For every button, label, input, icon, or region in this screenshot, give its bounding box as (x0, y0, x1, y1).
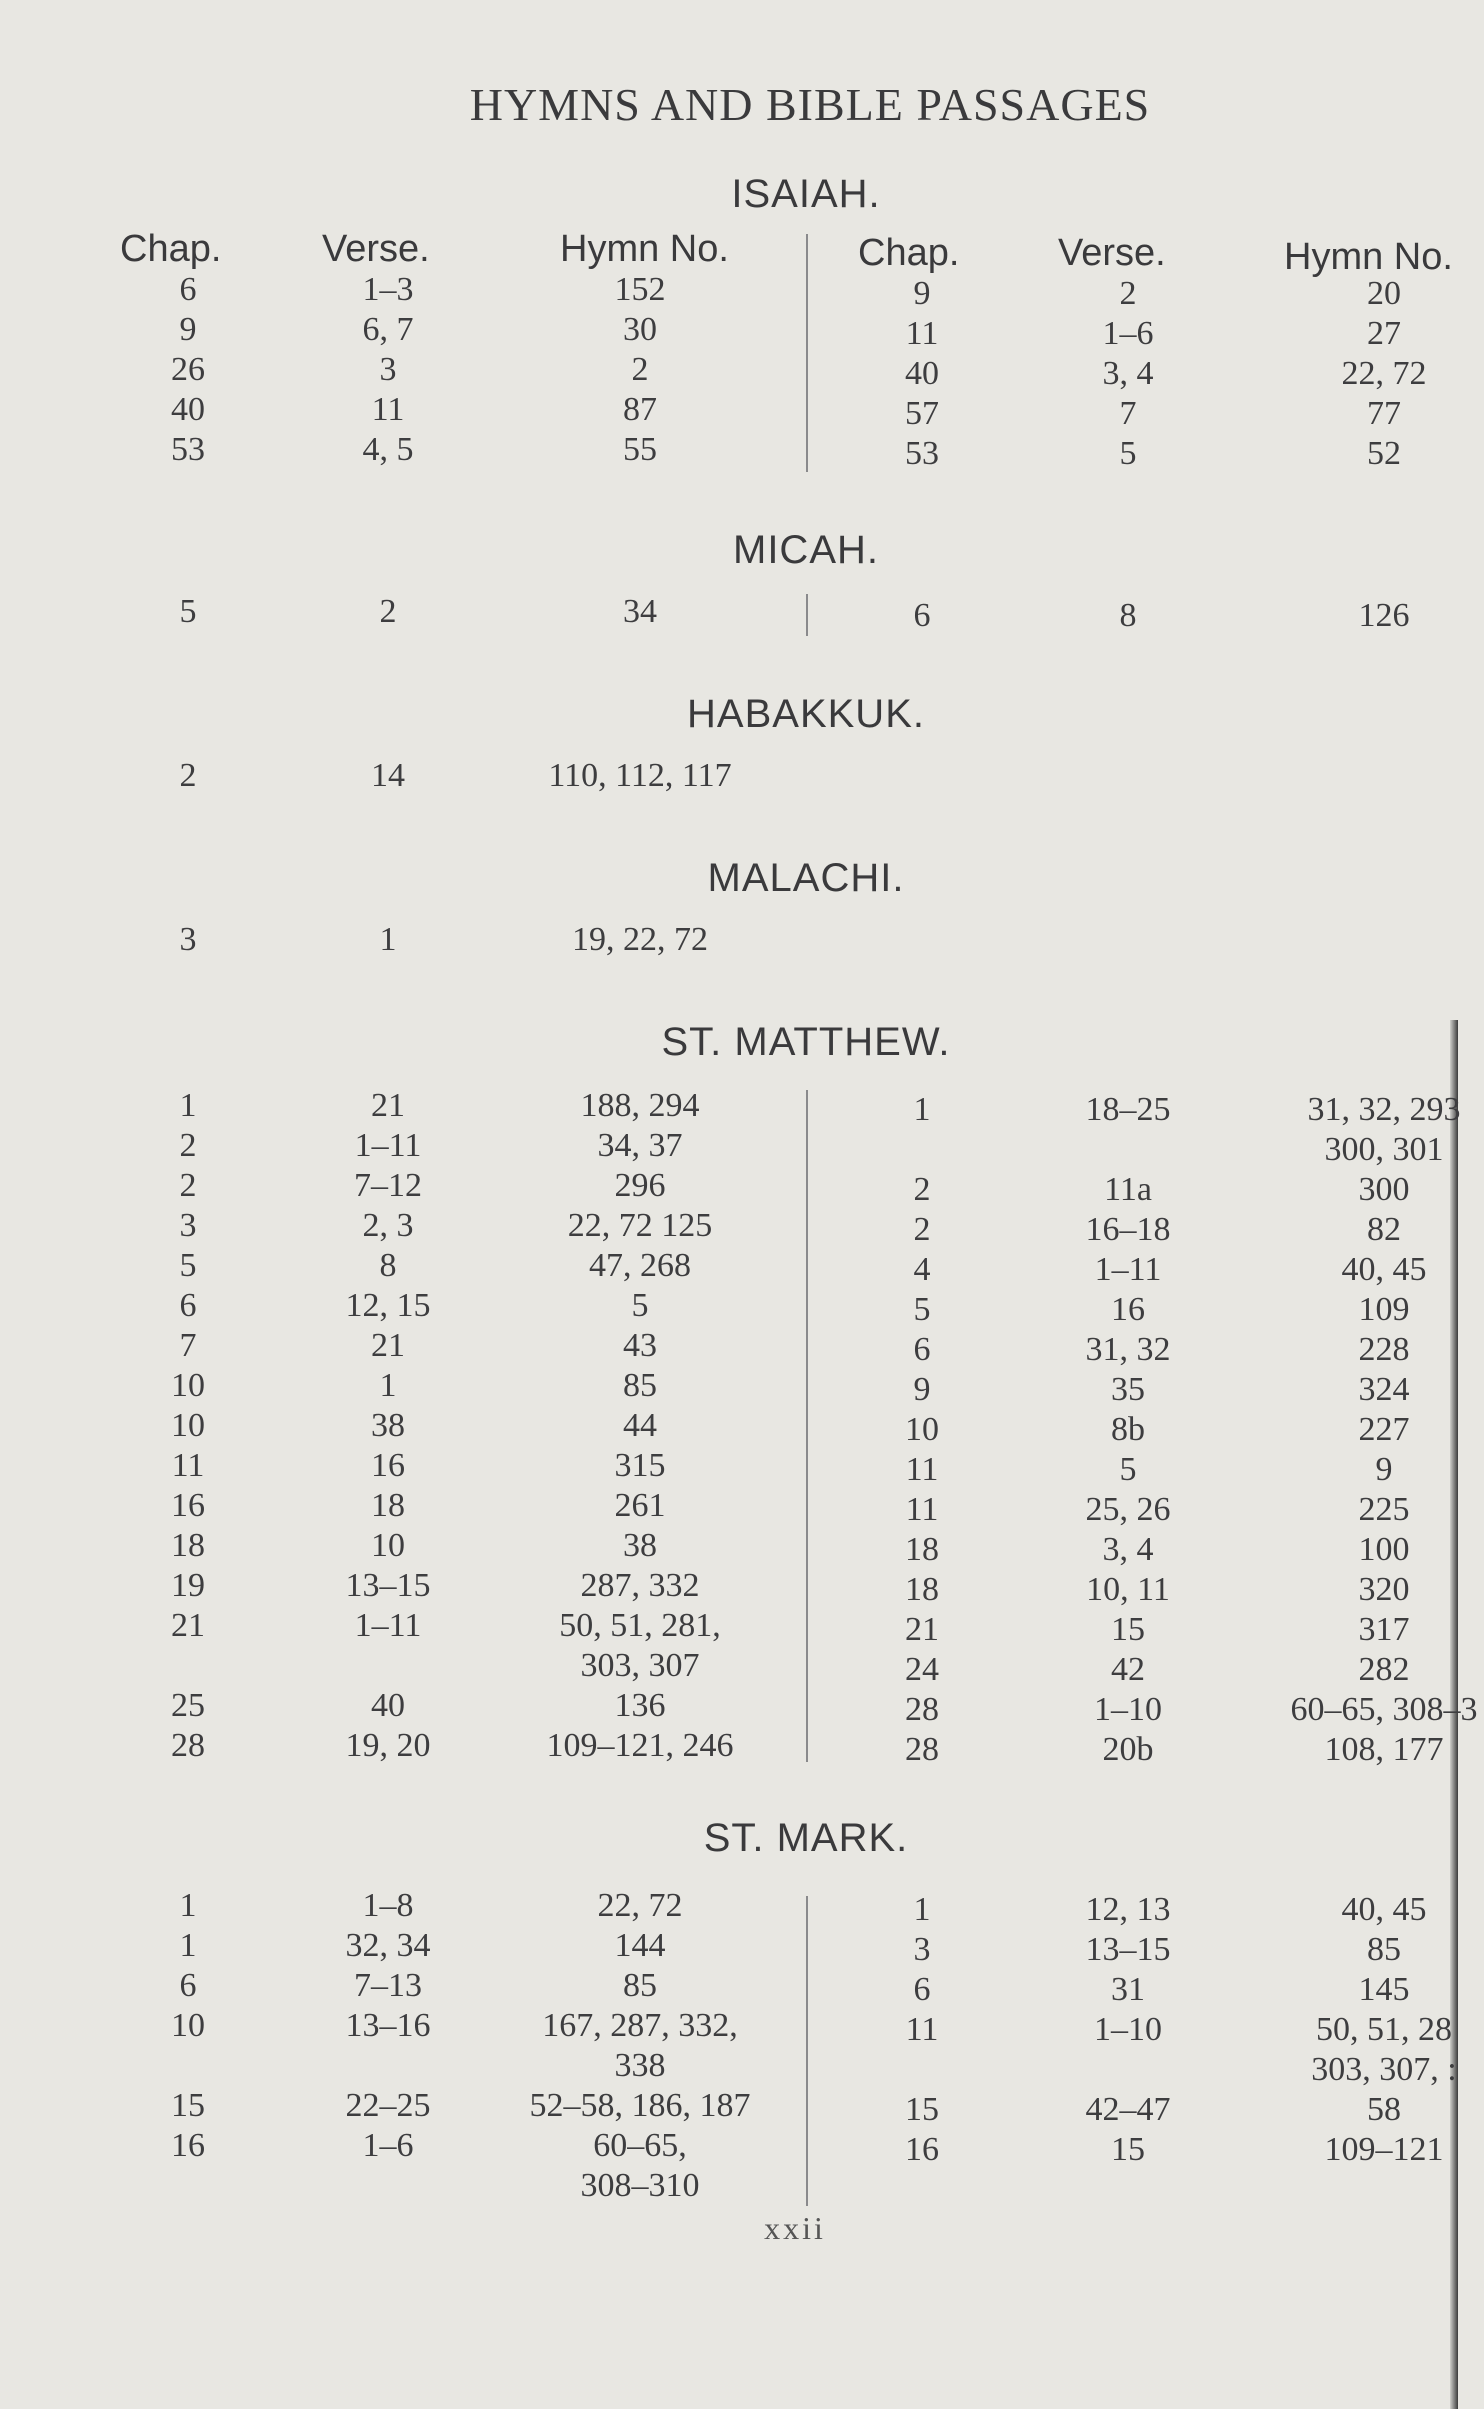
matthew-left-chap-cell: 10 (171, 1407, 205, 1444)
mark-left-chap-cell: 16 (171, 2127, 205, 2164)
matthew-right-verse-cell: 18–25 (1085, 1091, 1171, 1128)
matthew-left-verse-cell: 18 (371, 1487, 405, 1524)
matthew-right-hymn-cell: 100 (1358, 1531, 1410, 1568)
matthew-left-hymn-cell: 136 (614, 1687, 666, 1724)
isaiah-left-verse-cell: 4, 5 (362, 431, 414, 468)
matthew-left-verse-cell: 10 (371, 1527, 405, 1564)
isaiah-right-hymn-cell: 27 (1367, 315, 1401, 352)
habakkuk-left-hymn-cell: 110, 112, 117 (548, 757, 732, 794)
matthew-left-hymn-cell: 287, 332 (580, 1567, 700, 1604)
malachi-left-verse-cell: 1 (379, 921, 397, 958)
mark-right-verse-cell: 12, 13 (1085, 1891, 1171, 1928)
matthew-left-verse-cell: 21 (371, 1087, 405, 1124)
matthew-right-verse-cell: 35 (1111, 1371, 1145, 1408)
matthew-left-hymn-cell: 34, 37 (597, 1127, 683, 1164)
isaiah-left-hymn-cell: 2 (631, 351, 649, 388)
isaiah-right-verse-cell: 1–6 (1102, 315, 1154, 352)
mark-right-hymn-cell: 109–121 (1324, 2131, 1444, 2168)
matthew-left-chap-cell: 10 (171, 1367, 205, 1404)
mark-right-verse-cell: 15 (1111, 2131, 1145, 2168)
mark-right-chap-cell: 3 (913, 1931, 931, 1968)
matthew-left-verse-cell: 1 (379, 1367, 397, 1404)
micah-left-hymn-cell: 34 (623, 593, 657, 630)
isaiah-right-verse-cell: 2 (1119, 275, 1137, 312)
matthew-left-hymn-cell: 43 (623, 1327, 657, 1364)
isaiah-right-hymn-cell: 52 (1367, 435, 1401, 472)
matthew-right-hymn-cell: 300 (1358, 1171, 1410, 1208)
matthew-left-hymn-cell: 38 (623, 1527, 657, 1564)
isaiah-right-chap-cell: 57 (905, 395, 939, 432)
matthew-section-title: ST. MATTHEW. (661, 1020, 951, 1064)
matthew-left-verse-cell: 7–12 (354, 1167, 422, 1204)
isaiah-right-chap-cell: 9 (913, 275, 931, 312)
mark-left-hymn-cell: 308–310 (580, 2167, 700, 2204)
header-chap-left: Chap. (120, 228, 222, 270)
isaiah-right-verse-cell: 3, 4 (1102, 355, 1154, 392)
header-chap-right: Chap. (858, 232, 960, 274)
matthew-right-verse-cell: 11a (1104, 1171, 1152, 1208)
matthew-left-chap-cell: 21 (171, 1607, 205, 1644)
matthew-column-divider (806, 1090, 808, 1762)
micah-section-title: MICAH. (733, 528, 879, 572)
mark-right-chap-cell: 1 (913, 1891, 931, 1928)
matthew-left-chap-cell: 19 (171, 1567, 205, 1604)
matthew-right-hymn-cell: 31, 32, 293 (1307, 1091, 1461, 1128)
isaiah-left-hymn-cell: 30 (623, 311, 657, 348)
matthew-right-chap-cell: 4 (913, 1251, 931, 1288)
matthew-left-verse-cell: 1–11 (354, 1607, 422, 1644)
isaiah-section-title: ISAIAH. (731, 172, 881, 216)
matthew-right-chap-cell: 11 (905, 1451, 939, 1488)
matthew-right-hymn-cell: 60–65, 308–3 (1290, 1691, 1478, 1728)
mark-left-chap-cell: 1 (179, 1887, 197, 1924)
matthew-left-hymn-cell: 303, 307 (580, 1647, 700, 1684)
matthew-right-hymn-cell: 324 (1358, 1371, 1410, 1408)
malachi-left-chap-cell: 3 (179, 921, 197, 958)
matthew-right-hymn-cell: 109 (1358, 1291, 1410, 1328)
habakkuk-section-title: HABAKKUK. (687, 692, 925, 736)
matthew-left-verse-cell: 40 (371, 1687, 405, 1724)
isaiah-right-verse-cell: 7 (1119, 395, 1137, 432)
micah-right-hymn-cell: 126 (1358, 597, 1410, 634)
matthew-right-chap-cell: 10 (905, 1411, 939, 1448)
matthew-right-chap-cell: 18 (905, 1531, 939, 1568)
matthew-left-verse-cell: 13–15 (345, 1567, 431, 1604)
isaiah-left-chap-cell: 26 (171, 351, 205, 388)
matthew-right-chap-cell: 11 (905, 1491, 939, 1528)
mark-column-divider (806, 1896, 808, 2206)
mark-right-hymn-cell: 40, 45 (1341, 1891, 1427, 1928)
mark-right-verse-cell: 1–10 (1094, 2011, 1162, 2048)
mark-left-hymn-cell: 85 (623, 1967, 657, 2004)
matthew-left-chap-cell: 2 (179, 1127, 197, 1164)
mark-right-hymn-cell: 145 (1358, 1971, 1410, 2008)
mark-left-chap-cell: 15 (171, 2087, 205, 2124)
matthew-right-hymn-cell: 320 (1358, 1571, 1410, 1608)
mark-right-chap-cell: 15 (905, 2091, 939, 2128)
matthew-right-chap-cell: 21 (905, 1611, 939, 1648)
mark-right-hymn-cell: 85 (1367, 1931, 1401, 1968)
isaiah-right-hymn-cell: 77 (1367, 395, 1401, 432)
matthew-right-hymn-cell: 227 (1358, 1411, 1410, 1448)
matthew-right-verse-cell: 31, 32 (1085, 1331, 1171, 1368)
mark-left-hymn-cell: 52–58, 186, 187 (529, 2087, 751, 2124)
matthew-left-verse-cell: 21 (371, 1327, 405, 1364)
mark-right-verse-cell: 31 (1111, 1971, 1145, 2008)
habakkuk-left-chap-cell: 2 (179, 757, 197, 794)
matthew-right-hymn-cell: 228 (1358, 1331, 1410, 1368)
mark-right-chap-cell: 11 (905, 2011, 939, 2048)
matthew-right-verse-cell: 42 (1111, 1651, 1145, 1688)
isaiah-left-verse-cell: 1–3 (362, 271, 414, 308)
matthew-right-hymn-cell: 108, 177 (1324, 1731, 1444, 1768)
matthew-left-verse-cell: 8 (379, 1247, 397, 1284)
mark-left-hymn-cell: 338 (614, 2047, 666, 2084)
header-verse-right: Verse. (1058, 232, 1166, 274)
micah-left-chap-cell: 5 (179, 593, 197, 630)
matthew-left-hymn-cell: 50, 51, 281, (559, 1607, 721, 1644)
isaiah-left-hymn-cell: 55 (623, 431, 657, 468)
matthew-left-hymn-cell: 85 (623, 1367, 657, 1404)
isaiah-left-chap-cell: 40 (171, 391, 205, 428)
matthew-left-verse-cell: 38 (371, 1407, 405, 1444)
matthew-left-hymn-cell: 5 (631, 1287, 649, 1324)
habakkuk-left-verse-cell: 14 (371, 757, 405, 794)
mark-left-hymn-cell: 144 (614, 1927, 666, 1964)
micah-left-verse-cell: 2 (379, 593, 397, 630)
matthew-right-hymn-cell: 9 (1375, 1451, 1393, 1488)
mark-right-verse-cell: 13–15 (1085, 1931, 1171, 1968)
matthew-right-verse-cell: 25, 26 (1085, 1491, 1171, 1528)
isaiah-left-verse-cell: 6, 7 (362, 311, 414, 348)
header-hymn-right: Hymn No. (1284, 236, 1453, 278)
page-title: HYMNS AND BIBLE PASSAGES (469, 79, 1151, 130)
matthew-right-hymn-cell: 282 (1358, 1651, 1410, 1688)
isaiah-right-chap-cell: 53 (905, 435, 939, 472)
malachi-left-hymn-cell: 19, 22, 72 (572, 921, 708, 958)
matthew-left-chap-cell: 16 (171, 1487, 205, 1524)
matthew-left-verse-cell: 12, 15 (345, 1287, 431, 1324)
matthew-right-chap-cell: 2 (913, 1171, 931, 1208)
matthew-left-hymn-cell: 47, 268 (589, 1247, 691, 1284)
micah-column-divider (806, 594, 808, 636)
isaiah-right-hymn-cell: 20 (1367, 275, 1401, 312)
mark-section-title: ST. MARK. (703, 1816, 909, 1860)
matthew-left-chap-cell: 6 (179, 1287, 197, 1324)
matthew-right-chap-cell: 9 (913, 1371, 931, 1408)
isaiah-right-verse-cell: 5 (1119, 435, 1137, 472)
matthew-right-hymn-cell: 300, 301 (1324, 1131, 1444, 1168)
matthew-left-verse-cell: 19, 20 (345, 1727, 431, 1764)
isaiah-left-chap-cell: 6 (179, 271, 197, 308)
header-hymn-left: Hymn No. (560, 228, 729, 270)
mark-right-verse-cell: 42–47 (1085, 2091, 1171, 2128)
matthew-right-verse-cell: 1–10 (1094, 1691, 1162, 1728)
matthew-left-chap-cell: 7 (179, 1327, 197, 1364)
matthew-left-chap-cell: 1 (179, 1087, 197, 1124)
mark-left-hymn-cell: 22, 72 (597, 1887, 683, 1924)
matthew-left-verse-cell: 2, 3 (362, 1207, 414, 1244)
matthew-left-verse-cell: 16 (371, 1447, 405, 1484)
matthew-left-hymn-cell: 22, 72 125 (567, 1207, 713, 1244)
malachi-section-title: MALACHI. (707, 856, 905, 900)
matthew-right-chap-cell: 18 (905, 1571, 939, 1608)
matthew-left-verse-cell: 1–11 (354, 1127, 422, 1164)
matthew-left-hymn-cell: 261 (614, 1487, 666, 1524)
matthew-left-chap-cell: 2 (179, 1167, 197, 1204)
matthew-left-chap-cell: 25 (171, 1687, 205, 1724)
matthew-right-chap-cell: 24 (905, 1651, 939, 1688)
mark-left-verse-cell: 1–8 (362, 1887, 414, 1924)
matthew-right-hymn-cell: 317 (1358, 1611, 1410, 1648)
matthew-left-chap-cell: 3 (179, 1207, 197, 1244)
mark-left-chap-cell: 6 (179, 1967, 197, 2004)
matthew-right-chap-cell: 5 (913, 1291, 931, 1328)
isaiah-left-verse-cell: 3 (379, 351, 397, 388)
matthew-right-chap-cell: 28 (905, 1691, 939, 1728)
matthew-left-hymn-cell: 296 (614, 1167, 666, 1204)
mark-left-verse-cell: 22–25 (345, 2087, 431, 2124)
mark-left-hymn-cell: 167, 287, 332, (542, 2007, 738, 2044)
matthew-right-verse-cell: 10, 11 (1086, 1571, 1170, 1608)
matthew-right-hymn-cell: 82 (1367, 1211, 1401, 1248)
matthew-right-chap-cell: 1 (913, 1091, 931, 1128)
micah-right-verse-cell: 8 (1119, 597, 1137, 634)
matthew-right-verse-cell: 5 (1119, 1451, 1137, 1488)
matthew-right-verse-cell: 20b (1102, 1731, 1154, 1768)
matthew-left-hymn-cell: 109–121, 246 (546, 1727, 734, 1764)
micah-right-chap-cell: 6 (913, 597, 931, 634)
isaiah-left-hymn-cell: 152 (614, 271, 666, 308)
mark-right-chap-cell: 16 (905, 2131, 939, 2168)
matthew-left-hymn-cell: 44 (623, 1407, 657, 1444)
isaiah-right-chap-cell: 11 (905, 315, 939, 352)
isaiah-column-divider (806, 234, 808, 472)
mark-left-verse-cell: 7–13 (354, 1967, 422, 2004)
matthew-left-chap-cell: 28 (171, 1727, 205, 1764)
mark-left-chap-cell: 10 (171, 2007, 205, 2044)
matthew-left-chap-cell: 11 (171, 1447, 205, 1484)
matthew-right-chap-cell: 6 (913, 1331, 931, 1368)
mark-left-hymn-cell: 60–65, (593, 2127, 687, 2164)
matthew-right-hymn-cell: 225 (1358, 1491, 1410, 1528)
mark-right-hymn-cell: 303, 307, : (1311, 2051, 1457, 2088)
matthew-right-chap-cell: 2 (913, 1211, 931, 1248)
header-verse-left: Verse. (322, 228, 430, 270)
matthew-right-hymn-cell: 40, 45 (1341, 1251, 1427, 1288)
matthew-left-hymn-cell: 188, 294 (580, 1087, 700, 1124)
isaiah-left-hymn-cell: 87 (623, 391, 657, 428)
matthew-left-hymn-cell: 315 (614, 1447, 666, 1484)
mark-left-chap-cell: 1 (179, 1927, 197, 1964)
isaiah-right-hymn-cell: 22, 72 (1341, 355, 1427, 392)
mark-right-hymn-cell: 58 (1367, 2091, 1401, 2128)
mark-left-verse-cell: 13–16 (345, 2007, 431, 2044)
page-number: xxii (764, 2210, 826, 2246)
matthew-right-chap-cell: 28 (905, 1731, 939, 1768)
matthew-right-verse-cell: 8b (1111, 1411, 1145, 1448)
isaiah-left-chap-cell: 9 (179, 311, 197, 348)
matthew-right-verse-cell: 1–11 (1094, 1251, 1162, 1288)
matthew-right-verse-cell: 3, 4 (1102, 1531, 1154, 1568)
isaiah-left-verse-cell: 11 (371, 391, 405, 428)
isaiah-left-chap-cell: 53 (171, 431, 205, 468)
matthew-right-verse-cell: 15 (1111, 1611, 1145, 1648)
isaiah-right-chap-cell: 40 (905, 355, 939, 392)
matthew-left-chap-cell: 18 (171, 1527, 205, 1564)
mark-left-verse-cell: 1–6 (362, 2127, 414, 2164)
matthew-right-verse-cell: 16 (1111, 1291, 1145, 1328)
mark-left-verse-cell: 32, 34 (345, 1927, 431, 1964)
matthew-left-chap-cell: 5 (179, 1247, 197, 1284)
matthew-right-verse-cell: 16–18 (1085, 1211, 1171, 1248)
mark-right-hymn-cell: 50, 51, 28 (1316, 2011, 1452, 2048)
mark-right-chap-cell: 6 (913, 1971, 931, 2008)
